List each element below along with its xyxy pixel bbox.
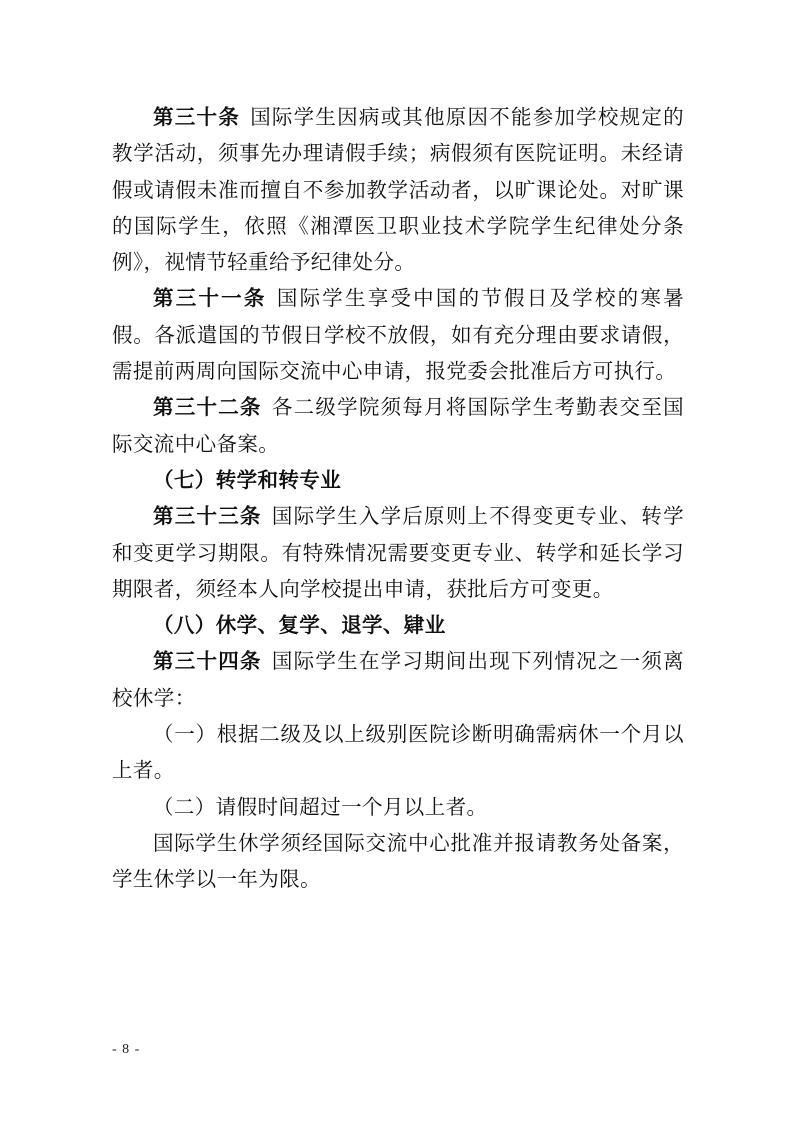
article-text: 各二级学院须每月将国际学生考勤表交至国际交流中心备案。	[112, 395, 685, 456]
article-label: 第三十条	[153, 105, 240, 129]
article-text: 国际学生享受中国的节假日及学校的寒暑假。各派遣国的节假日学校不放假，如有充分理由要求请假，需提前两周向国际交流中心申请，报党委会批准后方可执行。	[112, 286, 685, 384]
section-heading-7: （七）转学和转专业	[153, 467, 342, 492]
article-text: 国际学生因病或其他原因不能参加学校规定的教学活动，须事先办理请假手续；病假须有医院证明。未经请假或请假未准而擅自不参加教学活动者，以旷课论处。对旷课的国际学生，依照《湘潭医卫职业技术学院学生纪律处分条例》，视情节轻重给予纪律处分。	[112, 105, 684, 275]
closing-paragraph: 国际学生休学须经国际交流中心批准并报请教务处备案，学生休学以一年为限。	[112, 830, 684, 892]
list-item-1: （一）根据二级及以上级别医院诊断明确需病休一个月以上者。	[112, 722, 684, 783]
section-heading-8: （八）休学、复学、退学、肄业	[153, 613, 446, 638]
article-31	[112, 280, 684, 389]
article-text: 国际学生入学后原则上不得变更专业、转学和变更学习期限。有特殊情况需要变更专业、转学和延长学习期限者，须经本人向学校提出申请，获批后方可变更。	[112, 504, 685, 601]
article-text: 国际学生在学习期间出现下列情况之一须离校休学：	[112, 649, 685, 710]
page-number: - 8 -	[112, 1042, 141, 1057]
list-item-2: （二）请假时间超过一个月以上者。	[153, 794, 488, 819]
article-34	[112, 643, 684, 716]
article-30	[112, 99, 684, 280]
document-body	[112, 99, 684, 898]
article-label: 第三十一条	[153, 286, 267, 311]
article-33	[112, 498, 684, 607]
article-label: 第三十二条	[153, 395, 262, 420]
article-label: 第三十四条	[153, 649, 262, 674]
article-label: 第三十三条	[153, 504, 262, 529]
article-32	[112, 389, 684, 462]
